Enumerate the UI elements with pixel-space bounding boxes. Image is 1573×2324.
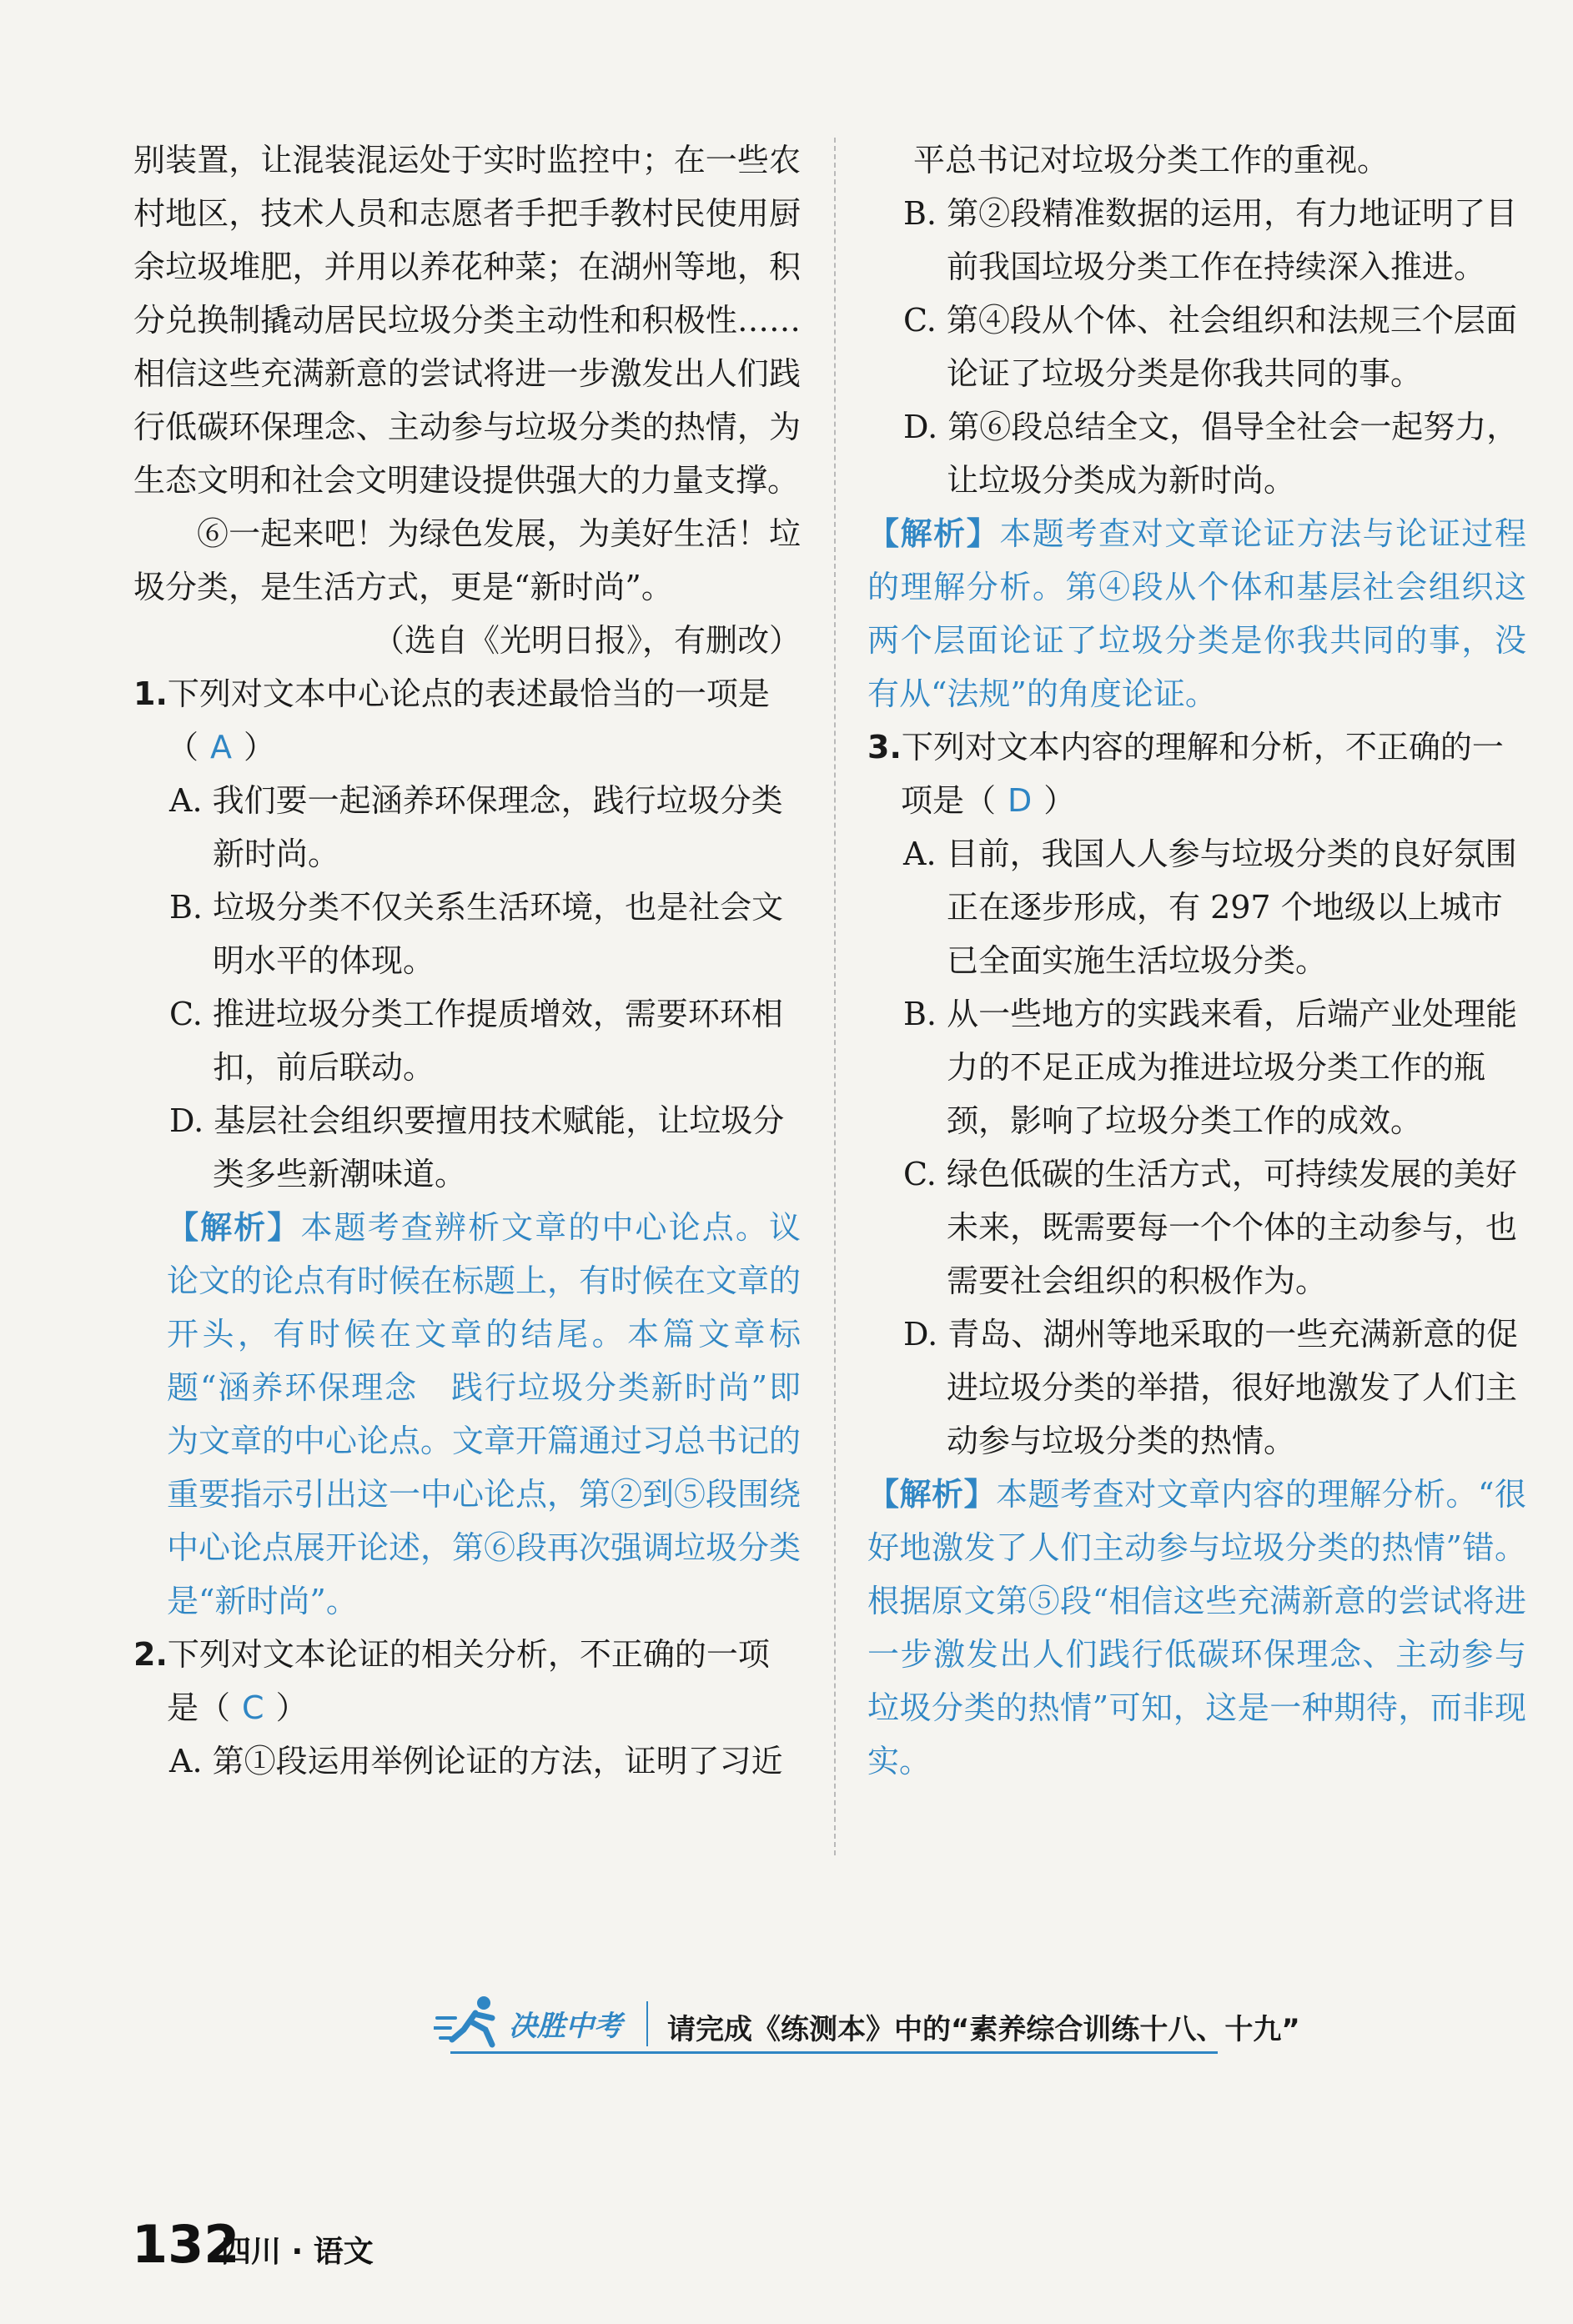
analysis-tag: 【解析】 [867, 515, 1000, 552]
question-1-stem: 1.下列对文本中心论点的表述最恰当的一项是（ A ） [133, 675, 770, 765]
question-2-option-c: C. 第④段从个体、社会组织和法规三个层面论证了垃圾分类是你我共同的事。 [903, 302, 1517, 392]
question-3-answer: D [1008, 782, 1033, 819]
analysis-tag: 【解析】 [167, 1209, 301, 1246]
question-3-analysis: 【解析】本题考查对文章内容的理解分析。“很好地激发了人们主动参与垃圾分类的热情”错。根据原文第⑤段“相信这些充满新意的尝试将进一步激发出人们践行低碳环保理念、主动参与垃圾分类的热情”可知，这是一种期待，而非现实。 [867, 1476, 1526, 1779]
question-3-option-c: C. 绿色低碳的生活方式，可持续发展的美好未来，既需要每一个个体的主动参与，也需要社会组织的积极作为。 [903, 1156, 1518, 1299]
column-divider [834, 138, 836, 1855]
question-2-option-a: A. 第①段运用举例论证的方法，证明了习近 [169, 1743, 783, 1779]
question-1-option-b: B. 垃圾分类不仅关系生活环境，也是社会文明水平的体现。 [169, 889, 784, 979]
passage-paragraph-6: ⑥一起来吧！为绿色发展，为美好生活！垃圾分类，是生活方式，更是“新时尚”。 [133, 515, 801, 605]
question-3-stem: 3.下列对文本内容的理解和分析，不正确的一项是（ D ） [867, 729, 1504, 819]
question-2-option-a-continued: 平总书记对垃圾分类工作的重视。 [913, 142, 1390, 178]
footer-banner [434, 1993, 1300, 2060]
banner-separator [646, 2001, 648, 2046]
banner-instruction: 请完成《练测本》中的“素养综合训练十八、十九” [667, 2013, 1300, 2046]
question-1-option-a: A. 我们要一起涵养环保理念，践行垃圾分类新时尚。 [169, 782, 783, 872]
passage-continuation: 别装置，让混装混运处于实时监控中；在一些农村地区，技术人员和志愿者手把手教村民使用厨余垃圾堆肥，并用以养花种菜；在湖州等地，积分兑换制撬动居民垃圾分类主动性和积极性……相信这些充满新意的尝试将进一步激发出人们践行低碳环保理念、主动参与垃圾分类的热情，为生态文明和社会文明建设提供强大的力量支撑。 [133, 142, 801, 499]
question-2-answer: C [242, 1689, 264, 1726]
question-2-stem: 2.下列对文本论证的相关分析，不正确的一项是（ C ） [133, 1636, 770, 1726]
question-1-number: 1. [133, 675, 168, 712]
passage-source: （选自《光明日报》，有删改） [372, 622, 801, 659]
question-2-option-d: D. 第⑥段总结全文，倡导全社会一起努力，让垃圾分类成为新时尚。 [903, 409, 1519, 499]
question-1-option-d: D. 基层社会组织要擅用技术赋能，让垃圾分类多些新潮味道。 [169, 1102, 785, 1192]
page-number: 132 [132, 2214, 240, 2275]
banner-title: 决胜中考 [509, 2010, 622, 2043]
question-3-option-b: B. 从一些地方的实践来看，后端产业处理能力的不足正成为推进垃圾分类工作的瓶颈，影响了垃圾分类工作的成效。 [903, 996, 1518, 1139]
question-1-option-c: C. 推进垃圾分类工作提质增效，需要环环相扣，前后联动。 [169, 996, 783, 1086]
question-3-option-d: D. 青岛、湖州等地采取的一些充满新意的促进垃圾分类的举措，很好地激发了人们主动参与垃圾分类的热情。 [903, 1316, 1519, 1459]
banner-underline [450, 2051, 1218, 2054]
question-3-number: 3. [867, 729, 902, 765]
runner-icon [434, 1993, 509, 2051]
question-2-number: 2. [133, 1636, 168, 1673]
question-2-analysis: 【解析】本题考查对文章论证方法与论证过程的理解分析。第④段从个体和基层社会组织这两个层面论证了垃圾分类是你我共同的事，没有从“法规”的角度论证。 [867, 515, 1526, 712]
question-2-option-b: B. 第②段精准数据的运用，有力地证明了目前我国垃圾分类工作在持续深入推进。 [903, 195, 1518, 285]
right-column [867, 133, 1526, 1788]
question-1-analysis: 【解析】本题考查辨析文章的中心论点。议论文的论点有时候在标题上，有时候在文章的开头，有时候在文章的结尾。本篇文章标题“涵养环保理念 践行垃圾分类新时尚”即为文章的中心论点。文章开篇通过习总书记的重要指示引出这一中心论点，第②到⑤段围绕中心论点展开论述，第⑥段再次强调垃圾分类是“新时尚”。 [167, 1209, 802, 1619]
question-1-answer: A [210, 729, 233, 765]
page-subject: 四川 · 语文 [221, 2235, 374, 2269]
question-3-option-a: A. 目前，我国人人参与垃圾分类的良好氛围正在逐步形成，有 297 个地级以上城市已全面实施生活垃圾分类。 [903, 836, 1517, 979]
analysis-tag: 【解析】 [867, 1476, 997, 1513]
left-column [133, 133, 801, 1788]
